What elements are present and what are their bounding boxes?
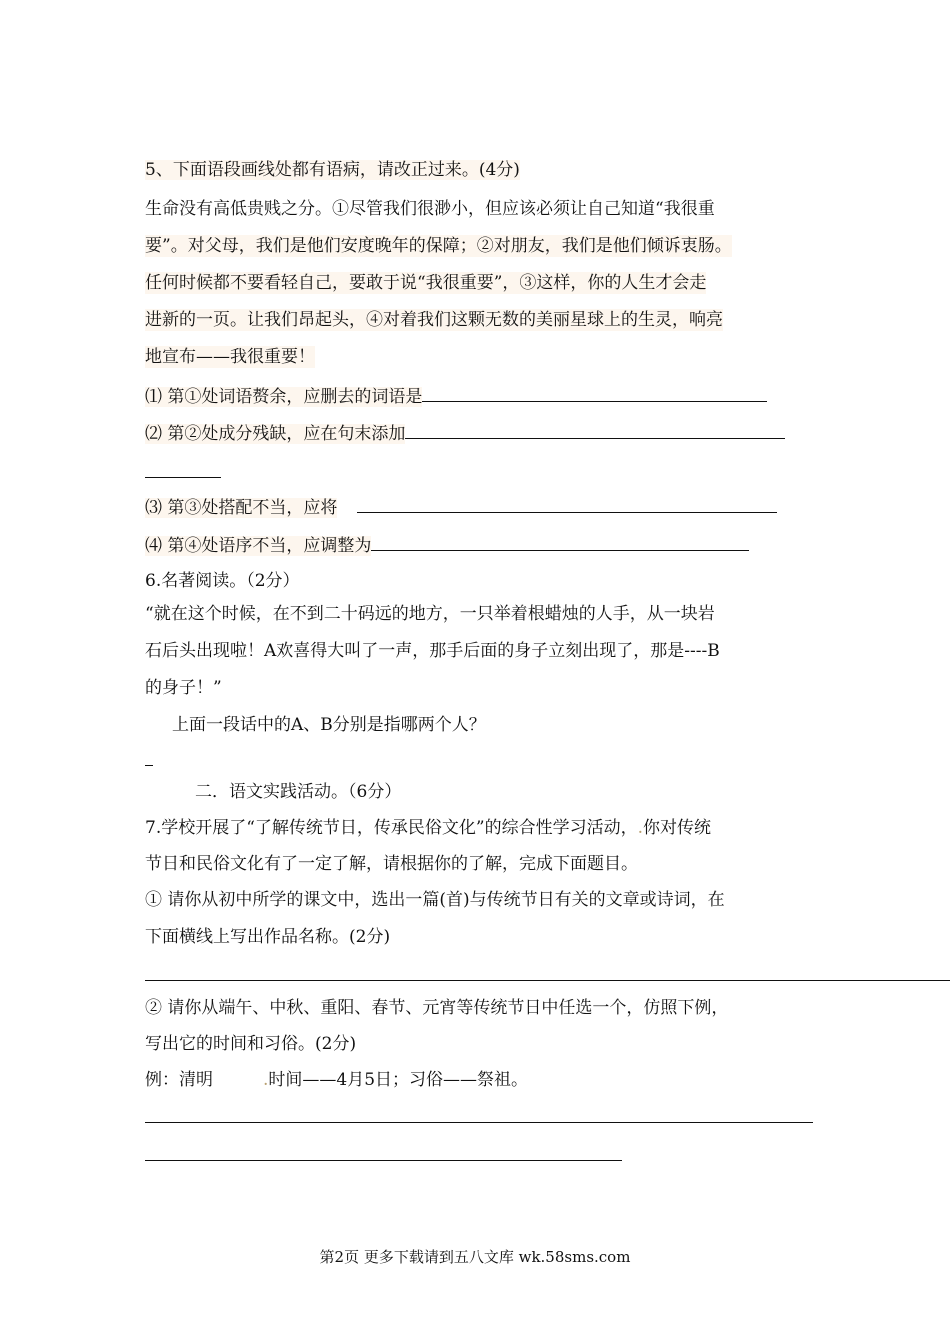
answer-blank[interactable] bbox=[371, 534, 749, 551]
page-footer: 第2页 更多下载请到五八文库 wk.58sms.com bbox=[319, 1248, 631, 1266]
q6-quote-line-3: 的身子！” bbox=[145, 678, 222, 698]
q5-item-4: ⑷ 第④处语序不当，应调整为 bbox=[145, 534, 749, 557]
q7-example: 例：清明 .时间——4月5日；习俗——祭祖。 bbox=[145, 1070, 529, 1090]
q7-intro-line-2: 节日和民俗文化有了一定了解，请根据你的了解，完成下面题目。 bbox=[145, 854, 638, 874]
q6-question: 上面一段话中的A、B分别是指哪两个人？ bbox=[172, 715, 486, 735]
q5-passage-line-5: 地宣布——我很重要！ bbox=[145, 347, 315, 367]
q6-quote-line-2: 石后头出现啦！A欢喜得大叫了一声，那手后面的身子立刻出现了，那是----B bbox=[145, 641, 720, 661]
answer-blank[interactable] bbox=[405, 422, 785, 439]
q7-sub2-line-2: 写出它的时间和习俗。(2分) bbox=[145, 1034, 357, 1054]
q6-title: 6.名著阅读。（2分） bbox=[145, 571, 300, 591]
q5-passage-line-3: 任何时候都不要看轻自己，要敢于说“我很重要”，③这样，你的人生才会走 bbox=[145, 273, 707, 293]
q6-quote-line-1: “就在这个时候，在不到二十码远的地方，一只举着根蜡烛的人手，从一块岩 bbox=[145, 604, 715, 624]
q7-intro-line-1: 7.学校开展了“了解传统节日，传承民俗文化”的综合性学习活动，.你对传统 bbox=[145, 818, 712, 838]
q5-passage-line-1: 生命没有高低贵贱之分。①尽管我们很渺小，但应该必须让自己知道“我很重 bbox=[145, 199, 715, 219]
q5-item-2: ⑵ 第②处成分残缺，应在句末添加 bbox=[145, 422, 785, 445]
q7-sub1-line-2: 下面横线上写出作品名称。(2分) bbox=[145, 927, 391, 947]
q5-passage-line-2: 要”。对父母，我们是他们安度晚年的保障；②对朋友，我们是他们倾诉衷肠。 bbox=[145, 236, 732, 256]
answer-blank[interactable] bbox=[145, 1160, 622, 1161]
answer-blank[interactable] bbox=[145, 1122, 813, 1123]
section-2-title: 二．语文实践活动。（6分） bbox=[195, 782, 402, 802]
answer-blank[interactable] bbox=[357, 496, 777, 513]
answer-blank[interactable] bbox=[145, 980, 950, 981]
q5-item-1: ⑴ 第①处词语赘余，应删去的词语是 bbox=[145, 385, 767, 408]
answer-blank-continued[interactable] bbox=[145, 477, 221, 478]
q7-sub1-line-1: ① 请你从初中所学的课文中，选出一篇(首)与传统节日有关的文章或诗词，在 bbox=[145, 890, 725, 910]
q5-title: 5、下面语段画线处都有语病，请改正过来。(4分) bbox=[145, 160, 520, 180]
q5-item-3: ⑶ 第③处搭配不当，应将 bbox=[145, 496, 777, 519]
answer-blank[interactable] bbox=[145, 765, 153, 766]
answer-blank[interactable] bbox=[422, 385, 767, 402]
q7-sub2-line-1: ② 请你从端午、中秋、重阳、春节、元宵等传统节日中任选一个，仿照下例， bbox=[145, 998, 729, 1018]
q5-passage-line-4: 进新的一页。让我们昂起头，④对着我们这颗无数的美丽星球上的生灵，响亮 bbox=[145, 310, 723, 330]
